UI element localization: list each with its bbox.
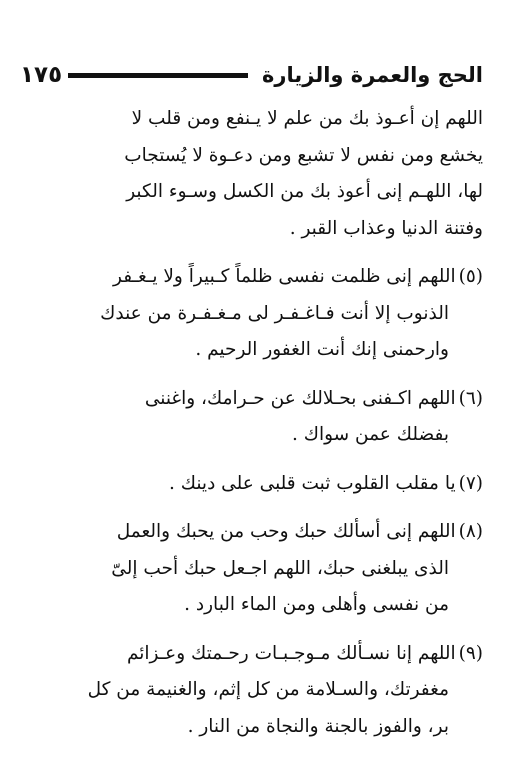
- text-line: [22, 381, 483, 418]
- text-line: من نفسى وأهلى ومن الماء البارد .: [184, 594, 449, 615]
- text-line: [22, 636, 483, 673]
- item-number: (٦): [458, 387, 483, 409]
- header-rule: [68, 73, 248, 78]
- item-number: (٧): [458, 472, 483, 494]
- text-line: اللهم إن أعـوذ بك من علم لا يـنفع ومن قلب لا: [131, 108, 483, 129]
- text-line: لها، اللهـم إنى أعوذ بك من الكسل وسـوء الكبر: [126, 181, 483, 202]
- paragraph: [22, 101, 483, 247]
- text-line: وفتنة الدنيا وعذاب القبر .: [289, 217, 483, 239]
- text-line: [22, 514, 483, 551]
- text-line: الذى يبلغنى حبك، اللهم اجـعل حبك أحب إلىّ: [111, 557, 449, 579]
- item-number: (٥): [458, 266, 483, 287]
- paragraph-7: [22, 466, 483, 503]
- text-line: [22, 466, 483, 503]
- line-text: اللهم إنى ظلمت نفسى ظلماً كـبيراً ولا يـغـفر: [112, 266, 456, 287]
- item-number: (٨): [458, 521, 483, 542]
- page-body: [22, 101, 483, 757]
- text-line: بفضلك عمن سواك .: [291, 424, 449, 445]
- line-text: اللهم إنا نسـألك مـوجـبـات رحـمتك وعـزائم: [126, 642, 456, 664]
- page-header: [20, 58, 483, 92]
- line-text: اللهم اكـفنى بحـلالك عن حـرامك، واغننى: [144, 387, 456, 409]
- paragraph-8: [22, 514, 483, 624]
- paragraph-5: [22, 259, 483, 369]
- line-text: يا مقلب القلوب ثبت قلبى على دينك .: [168, 472, 456, 494]
- text-line: [22, 259, 483, 296]
- text-line: وارحمنى إنك أنت الغفور الرحيم .: [195, 339, 449, 360]
- text-line: يخشع ومن نفس لا تشبع ومن دعـوة لا يُستجاب: [124, 144, 483, 166]
- running-title: الحج والعمرة والزيارة: [262, 63, 483, 87]
- line-text: اللهم إنى أسألك حبك وحب من يحبك والعمل: [116, 521, 456, 542]
- text-line: الذنوب إلا أنت فـاغـفـر لى مـغـفـرة من عندك: [100, 302, 449, 324]
- paragraph-9: [22, 636, 483, 746]
- text-line: مغفرتك، والسـلامة من كل إثم، والغنيمة من كل: [87, 679, 449, 700]
- paragraph-6: [22, 381, 483, 454]
- page-number: ١٧٥: [20, 62, 63, 88]
- item-number: (٩): [458, 642, 483, 664]
- text-line: بر، والفوز بالجنة والنجاة من النار .: [187, 715, 449, 737]
